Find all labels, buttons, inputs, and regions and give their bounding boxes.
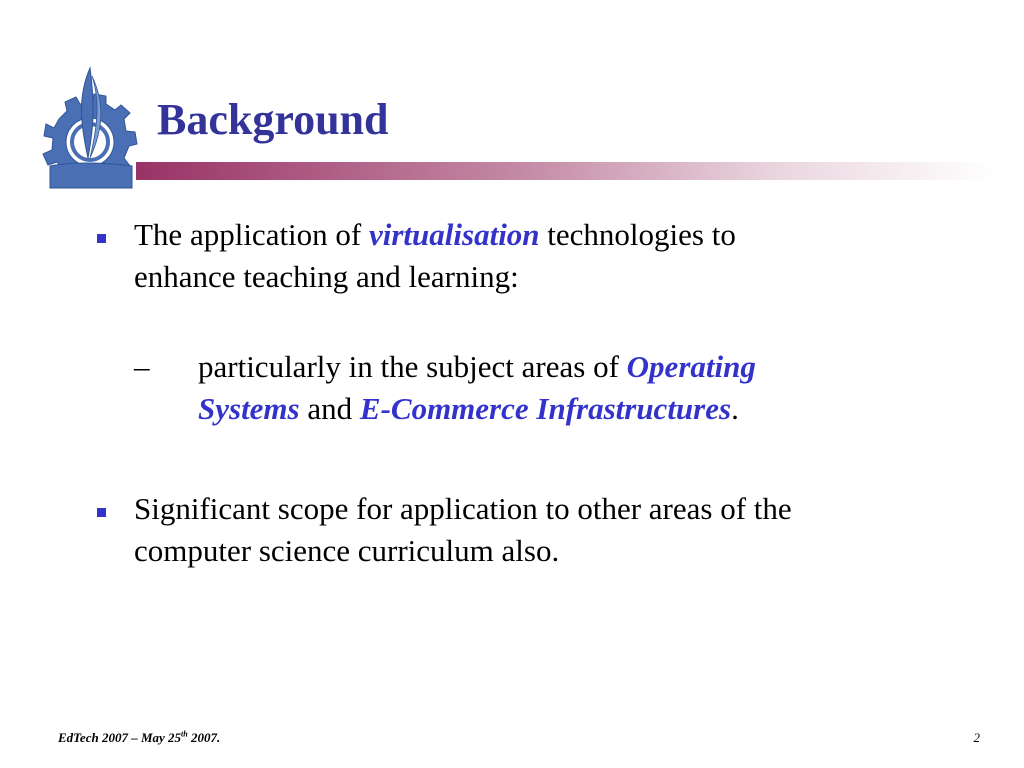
sub-bullet-text-and: and — [299, 391, 360, 426]
footer-event — [58, 730, 220, 746]
sub-bullet-emphasis-operating: Operating — [626, 349, 756, 384]
footer-year-text: 2007. — [187, 730, 221, 745]
sub-bullet-dash: – — [134, 349, 150, 384]
footer-date-suffix: th — [181, 729, 188, 739]
bullet-1-emphasis: virtualisation — [369, 217, 540, 252]
title-underline-bar — [136, 162, 994, 180]
bullet-2-line-2: computer science curriculum also. — [134, 533, 560, 568]
bullet-1-text-before: The application of — [134, 217, 369, 252]
university-logo-icon — [40, 66, 138, 190]
sub-bullet-text-before: particularly in the subject areas of — [198, 349, 627, 384]
sub-bullet-line-1 — [198, 346, 978, 388]
slide-title: Background — [157, 95, 389, 144]
bullet-item-1 — [134, 214, 954, 298]
sub-bullet-period: . — [731, 391, 739, 426]
sub-bullet-emphasis-systems: Systems — [198, 391, 300, 426]
sub-bullet-item — [198, 346, 978, 430]
bullet-item-2 — [134, 488, 1014, 572]
sub-bullet-line-2 — [198, 388, 978, 430]
page-number: 2 — [973, 730, 980, 745]
bullet-square-icon — [97, 234, 106, 243]
sub-bullet-emphasis-ecommerce: E-Commerce Infrastructures — [359, 391, 732, 426]
bullet-1-text-after: technologies to — [539, 217, 736, 252]
bullet-2-line-1: Significant scope for application to other areas of the — [134, 491, 792, 526]
bullet-1-line-1 — [134, 214, 954, 256]
bullet-1-line-2: enhance teaching and learning: — [134, 259, 519, 294]
bullet-square-icon — [97, 508, 106, 517]
footer-event-text: EdTech 2007 – May 25 — [58, 730, 182, 745]
